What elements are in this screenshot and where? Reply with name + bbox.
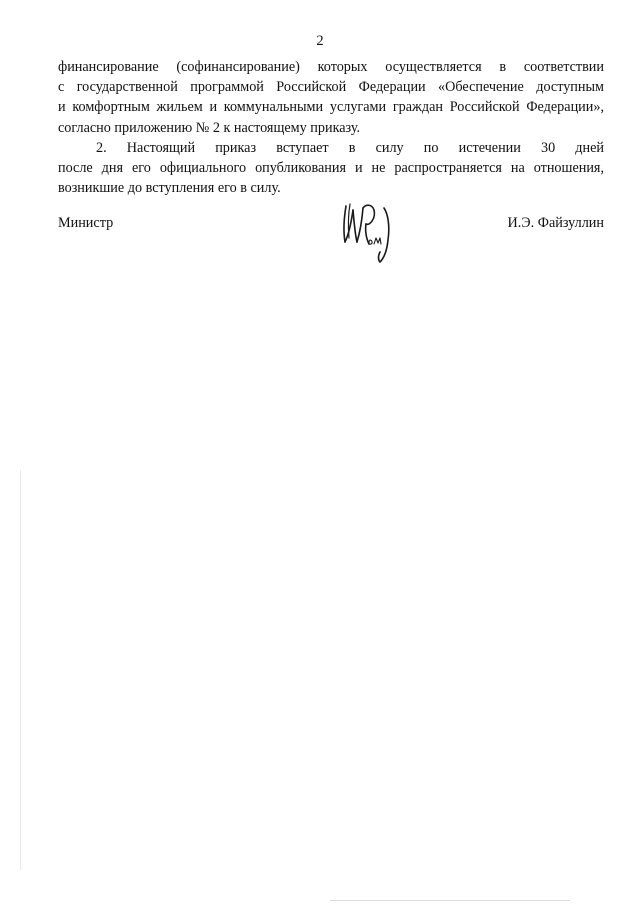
scan-edge-mark [20, 470, 21, 870]
minister-title: Министр [58, 215, 114, 231]
signature-row [58, 215, 604, 237]
paragraph-2-line-3: возникшие до вступления его в силу. [58, 180, 281, 197]
document-body [58, 57, 604, 198]
paragraph-2-line-2: после дня его официального опубликования и не распространяется на отношения, [58, 159, 604, 176]
page-number: 2 [316, 33, 324, 49]
paragraph-2-line-1: 2. Настоящий приказ вступает в силу по истечении 30 дней [96, 139, 604, 156]
paragraph-1-line-4: согласно приложению № 2 к настоящему приказу. [58, 119, 361, 136]
paragraph-1-line-3: и комфортным жильем и коммунальными услугами граждан Российской Федерации», [58, 99, 604, 116]
handwritten-signature [336, 196, 398, 266]
paragraph-1-line-1: финансирование (софинансирование) которых осуществляется в соответствии [58, 59, 604, 75]
scan-bottom-edge [330, 900, 570, 901]
minister-name: И.Э. Файзуллин [507, 215, 604, 231]
paragraph-1-line-2: с государственной программой Российской Федерации «Обеспечение доступным [58, 79, 604, 96]
